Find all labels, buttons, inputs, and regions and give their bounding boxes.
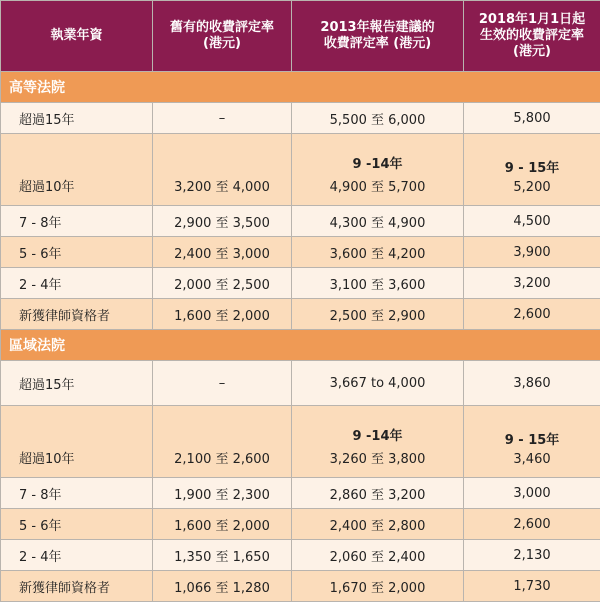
report-rate: 2,860 至 3,200	[292, 478, 464, 509]
row-label: 超過15年	[1, 103, 153, 134]
row-label: 7 - 8年	[1, 206, 153, 237]
new-rate-cell	[464, 134, 600, 206]
report-rate-sublabel: 9 -14年	[352, 157, 403, 172]
row-label: 2 - 4年	[1, 268, 153, 299]
old-rate: 1,350 至 1,650	[153, 540, 292, 571]
new-rate: 2,600	[464, 299, 600, 330]
section-header-district-court	[1, 330, 600, 361]
report-rate-cell	[292, 406, 464, 478]
old-rate: 1,600 至 2,000	[153, 299, 292, 330]
header-row	[1, 1, 600, 72]
report-rate: 4,300 至 4,900	[292, 206, 464, 237]
old-rate: 1,066 至 1,280	[153, 571, 292, 602]
report-rate: 3,260 至 3,800	[329, 452, 426, 467]
new-rate: 2,600	[464, 509, 600, 540]
table-row	[1, 268, 600, 299]
row-label: 2 - 4年	[1, 540, 153, 571]
row-label: 超過10年	[1, 406, 153, 478]
report-rate: 3,100 至 3,600	[292, 268, 464, 299]
row-label: 5 - 6年	[1, 237, 153, 268]
report-rate: 5,500 至 6,000	[292, 103, 464, 134]
table-row	[1, 478, 600, 509]
report-rate-cell	[292, 134, 464, 206]
section-header-high-court	[1, 72, 600, 103]
new-rate: 1,730	[464, 571, 600, 602]
table-row	[1, 540, 600, 571]
row-label: 新獲律師資格者	[1, 299, 153, 330]
new-rate-cell	[464, 406, 600, 478]
old-rate: 2,000 至 2,500	[153, 268, 292, 299]
table-row	[1, 299, 600, 330]
new-rate-sublabel: 9 - 15年	[504, 433, 560, 448]
table-row	[1, 134, 600, 206]
table-row	[1, 206, 600, 237]
row-label: 新獲律師資格者	[1, 571, 153, 602]
report-rate: 3,600 至 4,200	[292, 237, 464, 268]
report-rate: 2,060 至 2,400	[292, 540, 464, 571]
report-rate: 4,900 至 5,700	[329, 180, 426, 195]
table-row	[1, 237, 600, 268]
new-rate: 4,500	[464, 206, 600, 237]
new-rate: 3,000	[464, 478, 600, 509]
table-row	[1, 509, 600, 540]
old-rate: 1,600 至 2,000	[153, 509, 292, 540]
new-rate: 3,460	[513, 452, 551, 467]
table-row	[1, 406, 600, 478]
new-rate: 5,800	[464, 103, 600, 134]
old-rate: 2,900 至 3,500	[153, 206, 292, 237]
header-2018-rate: 2018年1月1日起 生效的收費評定率 (港元)	[464, 1, 600, 72]
new-rate: 3,900	[464, 237, 600, 268]
section-title: 區域法院	[1, 330, 600, 361]
row-label: 超過10年	[1, 134, 153, 206]
new-rate: 3,200	[464, 268, 600, 299]
header-old-rate: 舊有的收費評定率 (港元)	[153, 1, 292, 72]
old-rate: 2,100 至 2,600	[153, 406, 292, 478]
old-rate: 2,400 至 3,000	[153, 237, 292, 268]
old-rate: –	[153, 103, 292, 134]
table-row	[1, 103, 600, 134]
table-row	[1, 361, 600, 406]
new-rate-sublabel: 9 - 15年	[504, 161, 560, 176]
old-rate: 3,200 至 4,000	[153, 134, 292, 206]
new-rate: 2,130	[464, 540, 600, 571]
new-rate: 3,860	[464, 361, 600, 406]
old-rate: 1,900 至 2,300	[153, 478, 292, 509]
report-rate: 2,400 至 2,800	[292, 509, 464, 540]
old-rate: –	[153, 361, 292, 406]
report-rate-sublabel: 9 -14年	[352, 429, 403, 444]
report-rate: 1,670 至 2,000	[292, 571, 464, 602]
report-rate: 3,667 to 4,000	[292, 361, 464, 406]
header-years-of-practice: 執業年資	[1, 1, 153, 72]
row-label: 7 - 8年	[1, 478, 153, 509]
report-rate: 2,500 至 2,900	[292, 299, 464, 330]
table-row	[1, 571, 600, 602]
new-rate: 5,200	[513, 180, 551, 195]
header-2013-report-rate: 2013年報告建議的 收費評定率 (港元)	[292, 1, 464, 72]
row-label: 超過15年	[1, 361, 153, 406]
row-label: 5 - 6年	[1, 509, 153, 540]
section-title: 高等法院	[1, 72, 600, 103]
